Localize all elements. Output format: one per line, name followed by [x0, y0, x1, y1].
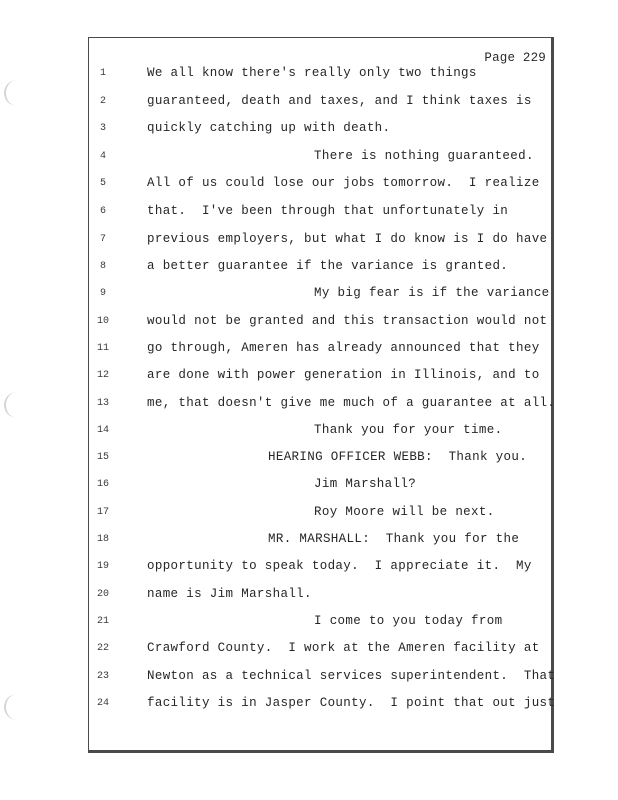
transcript-line	[0, 396, 618, 416]
line-text: me, that doesn't give me much of a guarantee at all.	[147, 396, 556, 410]
line-text: MR. MARSHALL: Thank you for the	[268, 532, 520, 546]
transcript-line	[0, 423, 618, 443]
transcript-line	[0, 176, 618, 196]
line-text: Jim Marshall?	[314, 477, 417, 491]
transcript-line	[0, 532, 618, 552]
line-text: name is Jim Marshall.	[147, 587, 312, 601]
line-number: 17	[96, 507, 109, 518]
transcript-line	[0, 614, 618, 634]
line-number: 12	[96, 370, 109, 381]
line-number: 23	[96, 671, 109, 682]
line-number: 15	[96, 452, 109, 463]
line-number: 2	[99, 96, 106, 107]
line-text: previous employers, but what I do know is I do have	[147, 232, 548, 246]
line-text: There is nothing guaranteed.	[314, 149, 534, 163]
transcript-line	[0, 368, 618, 388]
line-number: 22	[96, 643, 109, 654]
transcript-line	[0, 66, 618, 86]
transcript-line	[0, 641, 618, 661]
line-text: that. I've been through that unfortunately in	[147, 204, 509, 218]
line-number: 4	[99, 151, 106, 162]
line-text: Thank you for your time.	[314, 423, 503, 437]
line-text: Crawford County. I work at the Ameren facility at	[147, 641, 540, 655]
transcript-line	[0, 696, 618, 716]
transcript-line	[0, 121, 618, 141]
line-text: are done with power generation in Illinois, and to	[147, 368, 540, 382]
line-text: would not be granted and this transaction would not	[147, 314, 548, 328]
transcript-line	[0, 505, 618, 525]
line-text: facility is in Jasper County. I point that out just	[147, 696, 556, 710]
line-number: 3	[99, 123, 106, 134]
transcript-line	[0, 314, 618, 334]
line-text: HEARING OFFICER WEBB: Thank you.	[268, 450, 528, 464]
line-text: quickly catching up with death.	[147, 121, 391, 135]
line-number: 6	[99, 206, 106, 217]
transcript-line	[0, 559, 618, 579]
line-text: a better guarantee if the variance is granted.	[147, 259, 509, 273]
line-number: 21	[96, 616, 109, 627]
transcript-line	[0, 669, 618, 689]
transcript-line	[0, 341, 618, 361]
line-number: 24	[96, 698, 109, 709]
line-text: My big fear is if the variance	[314, 286, 550, 300]
line-text: go through, Ameren has already announced that they	[147, 341, 540, 355]
page-number: Page 229	[484, 51, 546, 65]
line-text: I come to you today from	[314, 614, 503, 628]
transcript-line	[0, 94, 618, 114]
transcript-line	[0, 204, 618, 224]
transcript-line	[0, 149, 618, 169]
line-text: Newton as a technical services superintendent. That	[147, 669, 556, 683]
line-number: 5	[99, 178, 106, 189]
line-number: 18	[96, 534, 109, 545]
transcript-line	[0, 477, 618, 497]
line-number: 11	[96, 343, 109, 354]
line-number: 9	[99, 288, 106, 299]
line-number: 16	[96, 479, 109, 490]
transcript-line	[0, 259, 618, 279]
line-text: All of us could lose our jobs tomorrow. I realize	[147, 176, 540, 190]
transcript-line	[0, 232, 618, 252]
line-text: guaranteed, death and taxes, and I think taxes is	[147, 94, 532, 108]
line-number: 1	[99, 68, 106, 79]
line-number: 14	[96, 425, 109, 436]
line-text: opportunity to speak today. I appreciate it. My	[147, 559, 532, 573]
line-number: 19	[96, 561, 109, 572]
line-number: 13	[96, 398, 109, 409]
line-number: 7	[99, 234, 106, 245]
line-number: 8	[99, 261, 106, 272]
line-number: 10	[96, 316, 109, 327]
transcript-line	[0, 450, 618, 470]
transcript-line	[0, 286, 618, 306]
line-text: We all know there's really only two things	[147, 66, 477, 80]
transcript-line	[0, 587, 618, 607]
line-text: Roy Moore will be next.	[314, 505, 495, 519]
line-number: 20	[96, 589, 109, 600]
